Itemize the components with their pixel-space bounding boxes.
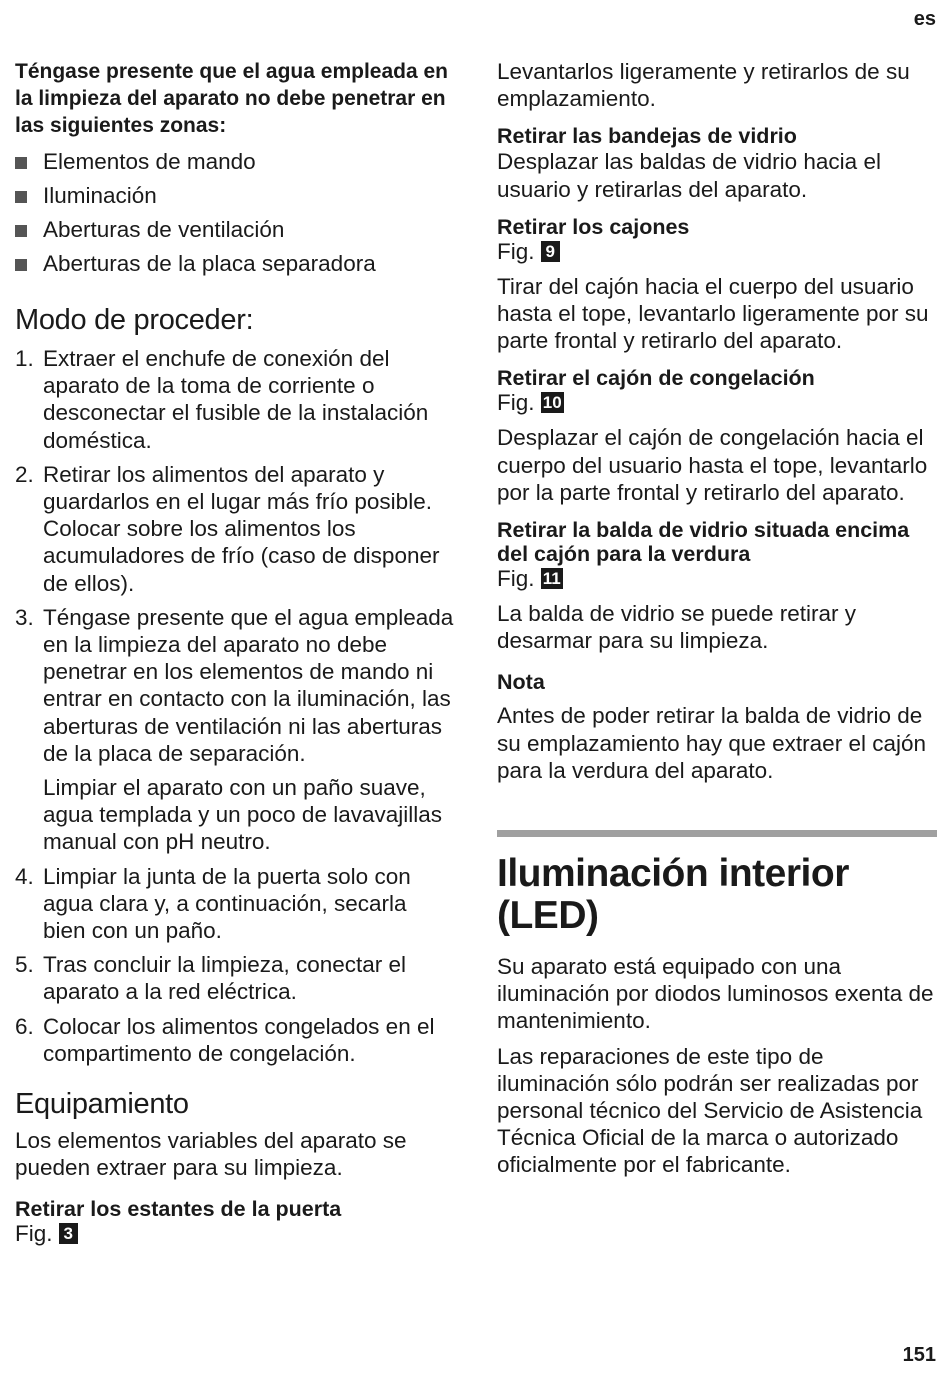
- step-item: 3. Téngase presente que el agua empleada en la limpieza del aparato no debe penetrar en los elementos de mando ni entrar en contacto con la iluminación, las aberturas de ventilación ni las aberturas de la placa de separación. Limpiar el aparato con un paño suave, agua templada y un poco de lavavajillas manual con pH neutro.: [15, 604, 454, 855]
- square-bullet-icon: [15, 225, 27, 237]
- step-item: 5. Tras concluir la limpieza, conectar el aparato a la red eléctrica.: [15, 952, 407, 1005]
- figure-reference: Fig. 9: [497, 239, 937, 265]
- square-bullet-icon: [15, 157, 27, 169]
- equipment-heading: Equipamiento: [15, 1088, 189, 1121]
- figure-number-badge: 3: [59, 1223, 78, 1244]
- step-item: 2. Retirar los alimentos del aparato y guardarlos en el lugar más frío posible. Colocar sobre los alimentos los acumuladores de frío (caso de disponer de ellos).: [15, 461, 440, 596]
- right-column: [497, 58, 937, 1179]
- intro-warning: Téngase presente que el agua empleada en la limpieza del aparato no debe penetrar en las siguientes zonas:: [15, 60, 448, 137]
- page-number: 151: [902, 1344, 936, 1366]
- procedure-steps: [15, 345, 455, 1067]
- step-number: 2.: [15, 461, 34, 487]
- equipment-text: Los elementos variables del aparato se pueden extraer para su limpieza.: [15, 1128, 407, 1181]
- square-bullet-icon: [15, 259, 27, 271]
- figure-reference: Fig. 11: [497, 566, 561, 592]
- step-item: 6. Colocar los alimentos congelados en el compartimento de congelación.: [15, 1013, 435, 1066]
- step-item: 1. Extraer el enchufe de conexión del aparato de la toma de corriente o desconectar el fusible de la instalación doméstica.: [15, 346, 429, 453]
- vegetable-shelf-text: La balda de vidrio se puede retirar y desarmar para su limpieza.: [497, 601, 856, 654]
- note-heading: Nota: [497, 670, 545, 695]
- step-number: 6.: [15, 1013, 34, 1039]
- glass-trays-text: Desplazar las baldas de vidrio hacia el usuario y retirarlas del aparato.: [497, 149, 881, 202]
- section-divider: [497, 830, 937, 837]
- door-shelves-heading: Retirar los estantes de la puerta: [15, 1197, 342, 1222]
- drawers-text: Tirar del cajón hacia el cuerpo del usuario hasta el tope, levantarlo ligeramente por su parte frontal y retirarlo del aparato.: [497, 273, 929, 354]
- freezer-drawer-heading: Retirar el cajón de congelación: [497, 366, 815, 391]
- square-bullet-icon: [15, 191, 27, 203]
- note-text: Antes de poder retirar la balda de vidrio de su emplazamiento hay que extraer el cajón para la verdura del aparato.: [497, 703, 926, 783]
- figure-reference: Fig. 10: [497, 390, 562, 416]
- language-tag: es: [913, 8, 936, 30]
- led-paragraph: Su aparato está equipado con una iluminación por diodos luminosos exenta de mantenimiento.: [497, 954, 934, 1034]
- door-shelves-text: Levantarlos ligeramente y retirarlos de su emplazamiento.: [497, 59, 910, 112]
- step-extra: Limpiar el aparato con un paño suave, agua templada y un poco de lavavajillas manual con pH neutro.: [43, 775, 443, 855]
- list-item: Aberturas de la placa separadora: [15, 247, 455, 281]
- led-paragraph: Las reparaciones de este tipo de iluminación sólo podrán ser realizadas por personal técnico del Servicio de Asistencia Técnica Oficial de la marca o autorizado oficialmente por el fabricante.: [497, 1043, 923, 1178]
- led-section-title: Iluminación interior (LED): [497, 852, 849, 938]
- list-item: Elementos de mando: [15, 145, 455, 179]
- drawers-heading: Retirar los cajones: [497, 214, 690, 239]
- step-number: 5.: [15, 952, 34, 978]
- glass-trays-heading: Retirar las bandejas de vidrio: [497, 124, 797, 149]
- freezer-drawer-text: Desplazar el cajón de congelación hacia el cuerpo del usuario hasta el tope, levantarlo por la parte frontal y retirarlo del aparato.: [497, 425, 928, 505]
- procedure-heading: Modo de proceder:: [15, 304, 254, 336]
- zone-list: [15, 145, 455, 281]
- figure-number-badge: 10: [542, 393, 562, 413]
- figure-number-badge: 11: [542, 569, 561, 589]
- step-number: 1.: [15, 346, 34, 371]
- figure-number-badge: 9: [541, 241, 560, 262]
- list-item: Aberturas de ventilación: [15, 213, 455, 247]
- left-column: [15, 58, 455, 1247]
- step-item: 4. Limpiar la junta de la puerta solo con agua clara y, a continuación, secarla bien con un paño.: [15, 863, 411, 944]
- list-item: Iluminación: [15, 179, 455, 213]
- figure-reference: Fig. 3: [15, 1221, 455, 1247]
- step-number: 4.: [15, 863, 34, 889]
- vegetable-shelf-heading: Retirar la balda de vidrio situada encima del cajón para la verdura: [497, 518, 910, 567]
- step-number: 3.: [15, 604, 34, 630]
